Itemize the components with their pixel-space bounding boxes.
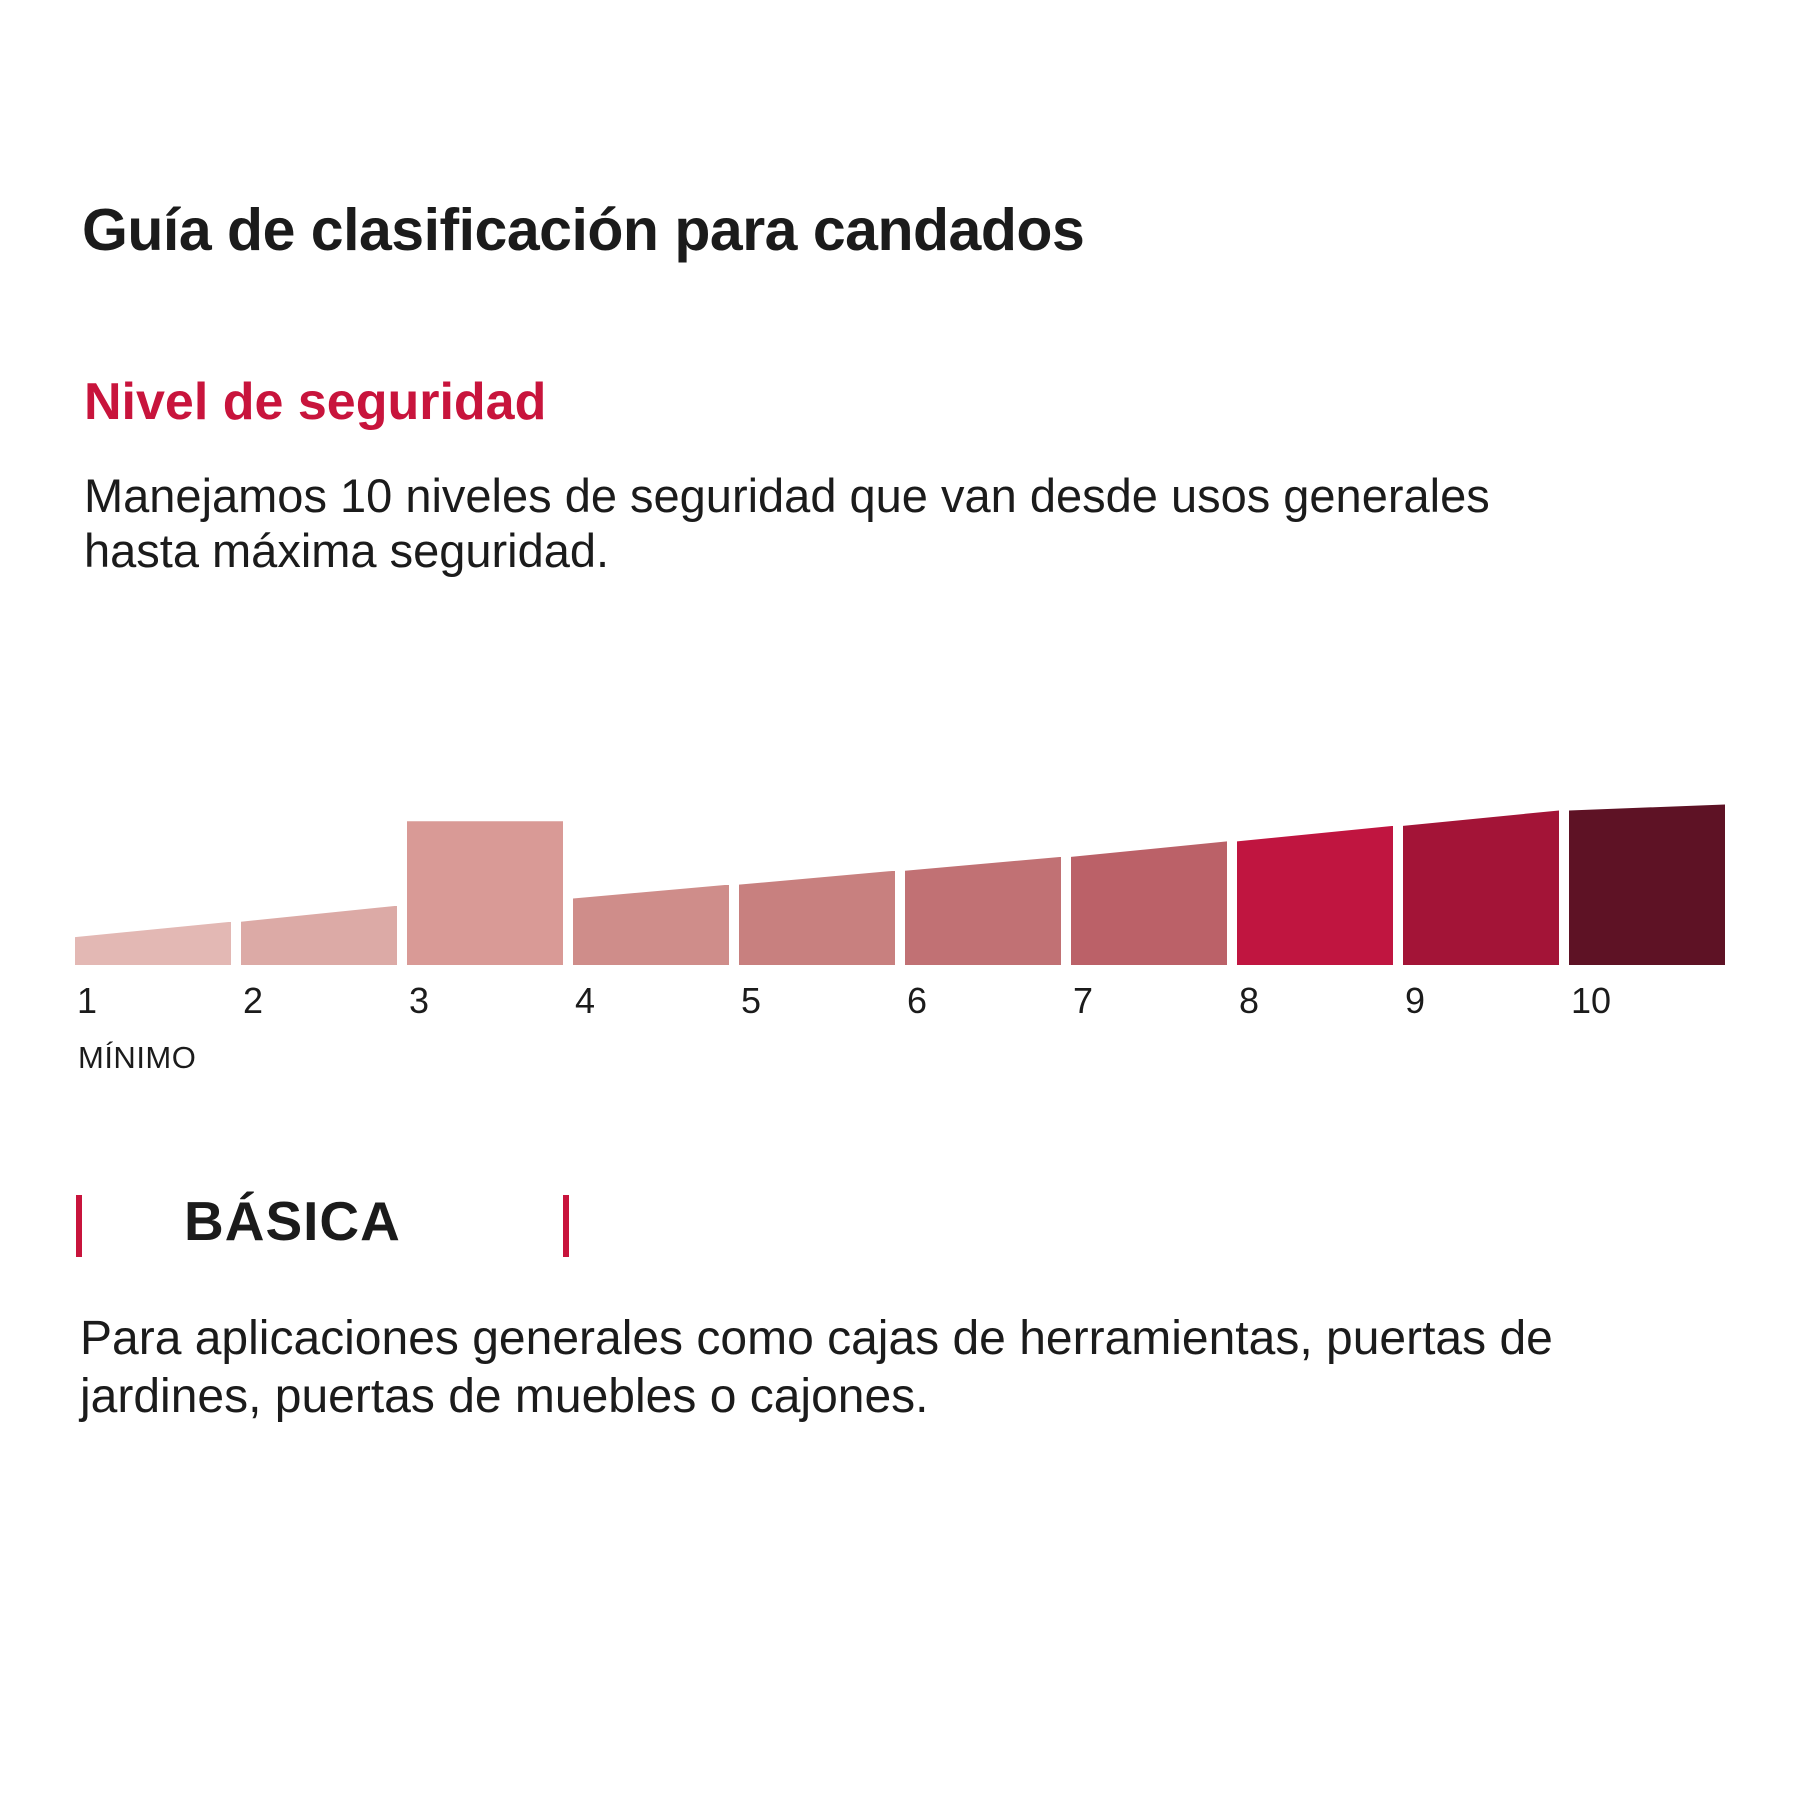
chart-tick-label: 7	[1073, 980, 1094, 1021]
page-title: Guía de clasificación para candados	[82, 197, 1085, 263]
chart-tick-label: 2	[243, 980, 264, 1021]
chart-bar	[1071, 841, 1227, 965]
chart-bar-fill	[905, 857, 1061, 965]
category-description: Para aplicaciones generales como cajas de herramientas, puertas de jardines, puertas de muebles o cajones.	[80, 1312, 1553, 1423]
chart-tick-label: 5	[741, 980, 762, 1021]
chart-bar	[75, 922, 231, 965]
chart-bar-fill	[739, 871, 895, 965]
section-title: Nivel de seguridad	[84, 373, 547, 431]
category-rule-right-icon	[563, 1195, 569, 1257]
chart-tick-label: 8	[1239, 980, 1260, 1021]
section-intro-text: Manejamos 10 niveles de seguridad que van desde usos generales hasta máxima seguridad.	[84, 469, 1490, 578]
chart-bar-fill	[407, 821, 563, 965]
security-level-chart	[75, 795, 1725, 985]
chart-bar-fill	[75, 922, 231, 965]
chart-bar	[573, 885, 729, 965]
chart-bar-fill	[1569, 804, 1725, 965]
category-rule-left-icon	[76, 1195, 82, 1257]
chart-axis-labels	[75, 980, 1725, 1032]
category-name: BÁSICA	[184, 1190, 401, 1252]
chart-bar-fill	[573, 885, 729, 965]
chart-tick-label: 1	[77, 980, 98, 1021]
chart-bar	[1237, 826, 1393, 965]
chart-tick-label: 9	[1405, 980, 1426, 1021]
chart-bars	[75, 795, 1725, 965]
chart-tick-label: 6	[907, 980, 928, 1021]
chart-bar	[1403, 810, 1559, 965]
chart-tick-label: 10	[1571, 980, 1612, 1021]
chart-bar-fill	[1403, 810, 1559, 965]
chart-bar	[241, 906, 397, 965]
chart-bar	[407, 821, 563, 965]
chart-bar	[905, 857, 1061, 965]
axis-min-label: MÍNIMO	[78, 1040, 197, 1075]
chart-bar-fill	[1237, 826, 1393, 965]
chart-bar-fill	[241, 906, 397, 965]
chart-tick-label: 3	[409, 980, 430, 1021]
chart-bar	[1569, 804, 1725, 965]
chart-bar	[739, 871, 895, 965]
chart-tick-label: 4	[575, 980, 596, 1021]
category-band	[76, 1190, 1726, 1265]
chart-bar-fill	[1071, 841, 1227, 965]
